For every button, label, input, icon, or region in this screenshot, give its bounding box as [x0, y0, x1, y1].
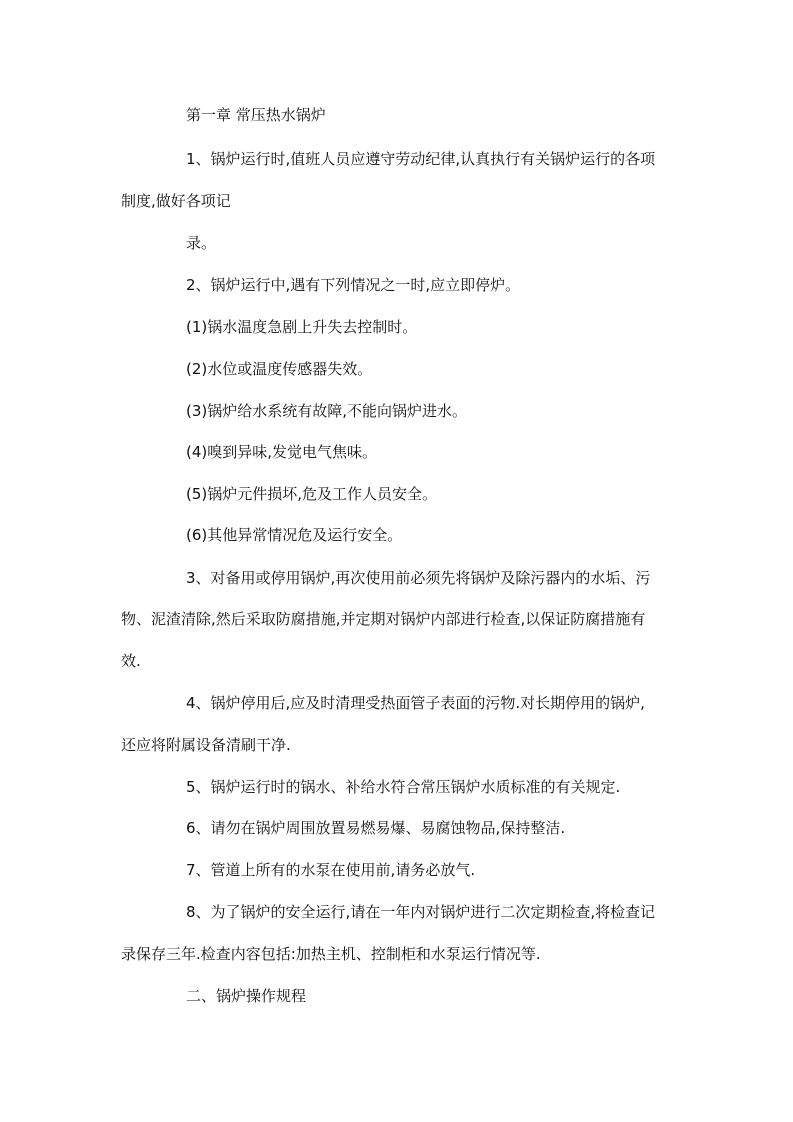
paragraph-line: 录。 — [186, 234, 217, 252]
paragraph-line: 6、请勿在锅炉周围放置易燃易爆、易腐蚀物品,保持整洁. — [186, 819, 566, 837]
list-item: (5)锅炉元件损坏,危及工作人员安全。 — [186, 485, 438, 503]
paragraph-line: 物、泥渣清除,然后采取防腐措施,并定期对锅炉内部进行检查,以保证防腐措施有 — [121, 610, 646, 628]
list-item: (2)水位或温度传感器失效。 — [186, 360, 373, 378]
section-heading: 二、锅炉操作规程 — [186, 987, 307, 1005]
paragraph-line: 录保存三年.检查内容包括:加热主机、控制柜和水泵运行情况等. — [121, 945, 541, 963]
list-item: (6)其他异常情况危及运行安全。 — [186, 526, 403, 544]
paragraph-line: 制度,做好各项记 — [121, 192, 231, 210]
paragraph-line: 2、锅炉运行中,遇有下列情况之一时,应立即停炉。 — [186, 276, 521, 294]
paragraph-line: 4、锅炉停用后,应及时清理受热面管子表面的污物.对长期停用的锅炉, — [186, 694, 645, 712]
paragraph-line: 5、锅炉运行时的锅水、补给水符合常压锅炉水质标准的有关规定. — [186, 778, 621, 796]
paragraph-line: 还应将附属设备清刷干净. — [121, 736, 291, 754]
list-item: (1)锅水温度急剧上升失去控制时。 — [186, 318, 418, 336]
chapter-title: 第一章 常压热水锅炉 — [186, 106, 326, 124]
paragraph-line: 效. — [121, 652, 141, 670]
paragraph-line: 7、管道上所有的水泵在使用前,请务必放气. — [186, 861, 476, 879]
paragraph-line: 1、锅炉运行时,值班人员应遵守劳动纪律,认真执行有关锅炉运行的各项 — [186, 150, 656, 168]
paragraph-line: 3、对备用或停用锅炉,再次使用前必须先将锅炉及除污器内的水垢、污 — [186, 569, 651, 587]
list-item: (4)嗅到异味,发觉电气焦味。 — [186, 443, 378, 461]
list-item: (3)锅炉给水系统有故障,不能向锅炉进水。 — [186, 402, 468, 420]
paragraph-line: 8、为了锅炉的安全运行,请在一年内对锅炉进行二次定期检查,将检查记 — [186, 903, 656, 921]
